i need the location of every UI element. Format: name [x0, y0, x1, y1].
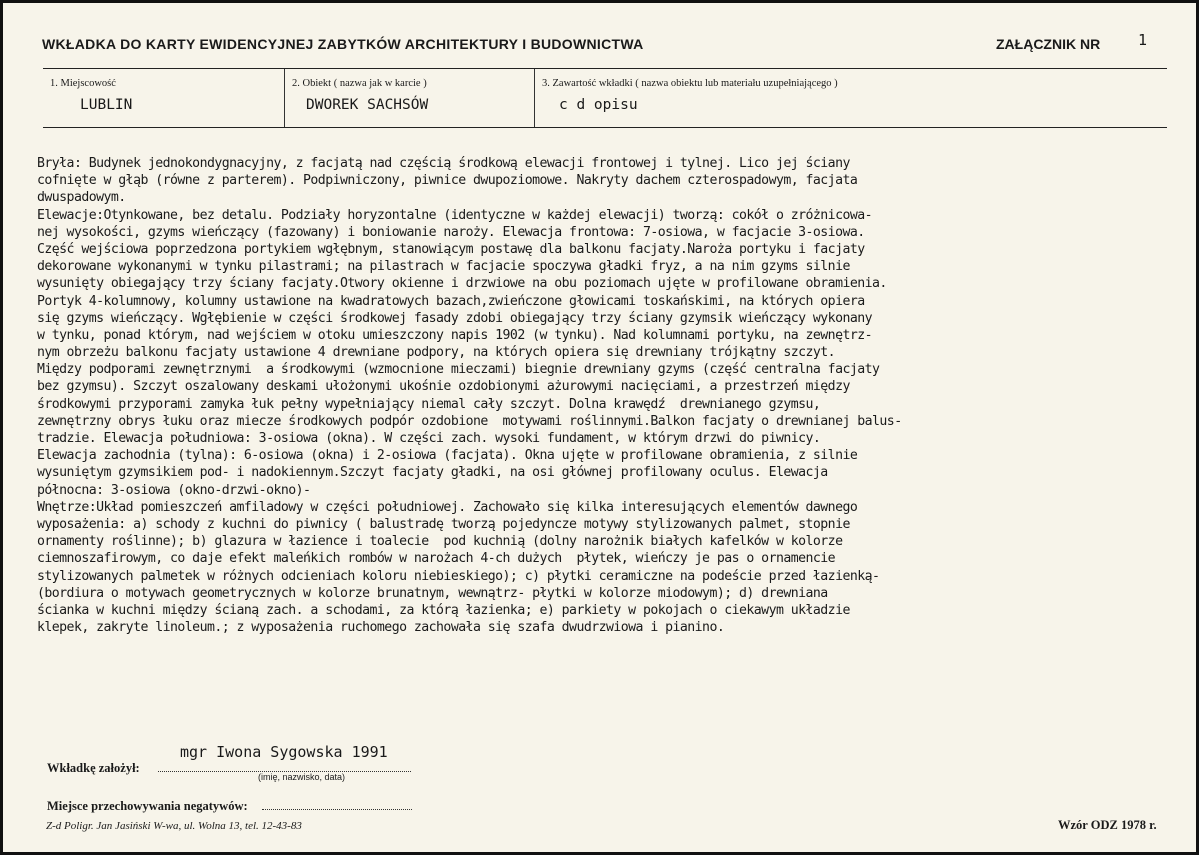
text-line: tradzie. Elewacja południowa: 3-osiowa (okna). W części zach. wysoki fundament, w którym drzwi do piwnicy. [37, 431, 821, 446]
field-label: 3. Zawartość wkładki ( nazwa obiektu lub materiału uzupełniającego ) [542, 78, 838, 89]
text-line: nym obrzeżu balkonu facjaty ustawione 4 drewniane podpory, na których opiera się drewniany trójkątny szczyt. [37, 345, 836, 361]
printer-imprint: Z-d Poligr. Jan Jasiński W-wa, ul. Wolna 13, tel. 12-43-83 [46, 820, 302, 832]
text-line: Część wejściowa poprzedzona portykiem wgłębnym, stanowiącym postawę dla balkonu facjaty.Naroża portyku i facjaty [37, 241, 865, 257]
header-fields [43, 68, 1167, 128]
text-line: ścianka w kuchni między ścianą zach. a schodami, za którą łazienka; e) parkiety w pokojach o ciekawym układzie [37, 602, 850, 618]
card-title: WKŁADKA DO KARTY EWIDENCYJNEJ ZABYTKÓW ARCHITEKTURY I BUDOWNICTWA [42, 36, 644, 52]
text-line: w tynku, ponad którym, nad wejściem w otoku umieszczony napis 1902 (w tynku). Nad kolumnami portyku, na zewnętrz- [37, 327, 873, 343]
description-text [37, 155, 1197, 636]
field-label: 2. Obiekt ( nazwa jak w karcie ) [292, 78, 427, 89]
text-line: ornamenty roślinne); b) glazura w łazience i toalecie pod kuchnią (dolny narożnik białych kafelków w kolorze [37, 534, 843, 550]
text-line: (bordiura o motywach geometrycznych w kolorze brunatnym, wewnątrz- płytki w kolorze miodowym); d) drewniana [37, 585, 828, 601]
text-line: Elewacja zachodnia (tylna): 6-osiowa (okna) i 2-osiowa (facjata). Okna ujęte w profilowane obramienia, z silnie [37, 448, 858, 464]
text-line: środkowymi przyporami zamyka łuk pełny wypełniający niemal cały szczyt. Dolna krawędź drewnianego gzymsu, [37, 396, 821, 412]
text-line: wysuniętym gzymsikiem pod- i nadokiennym.Szczyt facjaty gładki, na osi głównej profilowany oculus. Elewacja [37, 465, 828, 481]
text-line: Bryła: Budynek jednokondygnacyjny, z facjatą nad częścią środkową elewacji frontowej i tylnej. Lico jej ściany [37, 156, 850, 171]
field-locality [43, 69, 284, 127]
form-pattern: Wzór ODZ 1978 r. [1058, 818, 1157, 832]
field-label: 1. Miejscowość [50, 78, 116, 89]
field-value: DWOREK SACHSÓW [306, 97, 429, 113]
text-line: Wnętrze:Układ pomieszczeń amfiladowy w części południowej. Zachowało się kilka interesujących elementów dawnego [37, 499, 858, 515]
text-line: ciemnoszafirowym, co daje efekt maleńkich rombów w narożach 4-ch dużych płytek, wieńczy je pas o ornamencie [37, 551, 836, 567]
text-line: wysunięty obiegający trzy ściany facjaty.Otwory okienne i drzwiowe na obu poziomach ujęte w profilowane obramienia. [37, 276, 887, 292]
annex-number: 1 [1138, 31, 1148, 49]
text-line: bez gzymsu). Szczyt oszalowany deskami ułożonymi ukośnie ozdobionymi ażurowymi nacięciami, a przestrzeń między [37, 379, 850, 395]
text-line: Portyk 4-kolumnowy, kolumny ustawione na kwadratowych bazach,zwieńczone głowicami toskańskimi, na których opiera [37, 293, 865, 309]
founder-value: mgr Iwona Sygowska 1991 [180, 743, 388, 761]
text-line: cofnięte w głąb (równe z parterem). Podpiwniczony, piwnice dwupoziomowe. Nakryty dachem czterospadowym, facjata [37, 173, 858, 189]
text-line: się gzyms wieńczący. Wgłębienie w części środkowej fasady zdobi obiegający trzy ściany gzymsik wieńczący wykonany [37, 310, 873, 326]
founder-label: Wkładkę założył: [47, 761, 140, 775]
field-value: LUBLIN [80, 97, 133, 113]
text-line: wyposażenia: a) schody z kuchni do piwnicy ( balustradę tworzą pojedyncze motywy stylizowanych palmet, stopnie [37, 516, 850, 532]
negatives-line [262, 800, 412, 810]
text-line: dwuspadowym. [37, 190, 126, 206]
text-line: północna: 3-osiowa (okno-drzwi-okno)- [37, 482, 311, 498]
annex-label: ZAŁĄCZNIK NR [996, 36, 1101, 52]
text-line: klepek, zakryte linoleum.; z wyposażenia ruchomego zachowała się szafa dwudrzwiowa i pianino. [37, 620, 725, 636]
field-object [284, 69, 534, 127]
text-line: zewnętrzny obrys łuku oraz miecze środkowych podpór ozdobione motywami roślinnymi.Balkon facjaty o drewnianej balus- [37, 413, 902, 429]
field-contents [534, 69, 1167, 127]
negatives-label: Miejsce przechowywania negatywów: [47, 799, 248, 813]
text-line: dekorowane wykonanymi w tynku pilastrami; na pilastrach w facjacie spoczywa gładki fryz, a na nim gzyms silnie [37, 259, 850, 275]
founder-hint: (imię, nazwisko, data) [258, 772, 346, 782]
field-value: c d opisu [559, 97, 638, 113]
text-line: stylizowanych palmetek w różnych odcieniach koloru niebieskiego); c) płytki ceramiczne na podeście przed łazienką- [37, 568, 880, 584]
text-line: nej wysokości, gzyms wieńczący (fazowany) i boniowanie naroży. Elewacja frontowa: 7-osiowa, w facjacie 3-osiowa. [37, 224, 865, 240]
founder-line [158, 762, 411, 772]
text-line: Między podporami zewnętrznymi a środkowymi (wzmocnione mieczami) biegnie drewniany gzyms (część centralna facjaty [37, 362, 880, 378]
text-line: Elewacje:Otynkowane, bez detalu. Podziały horyzontalne (identyczne w każdej elewacji) tworzą: cokół o zróżnicowa- [37, 207, 873, 223]
